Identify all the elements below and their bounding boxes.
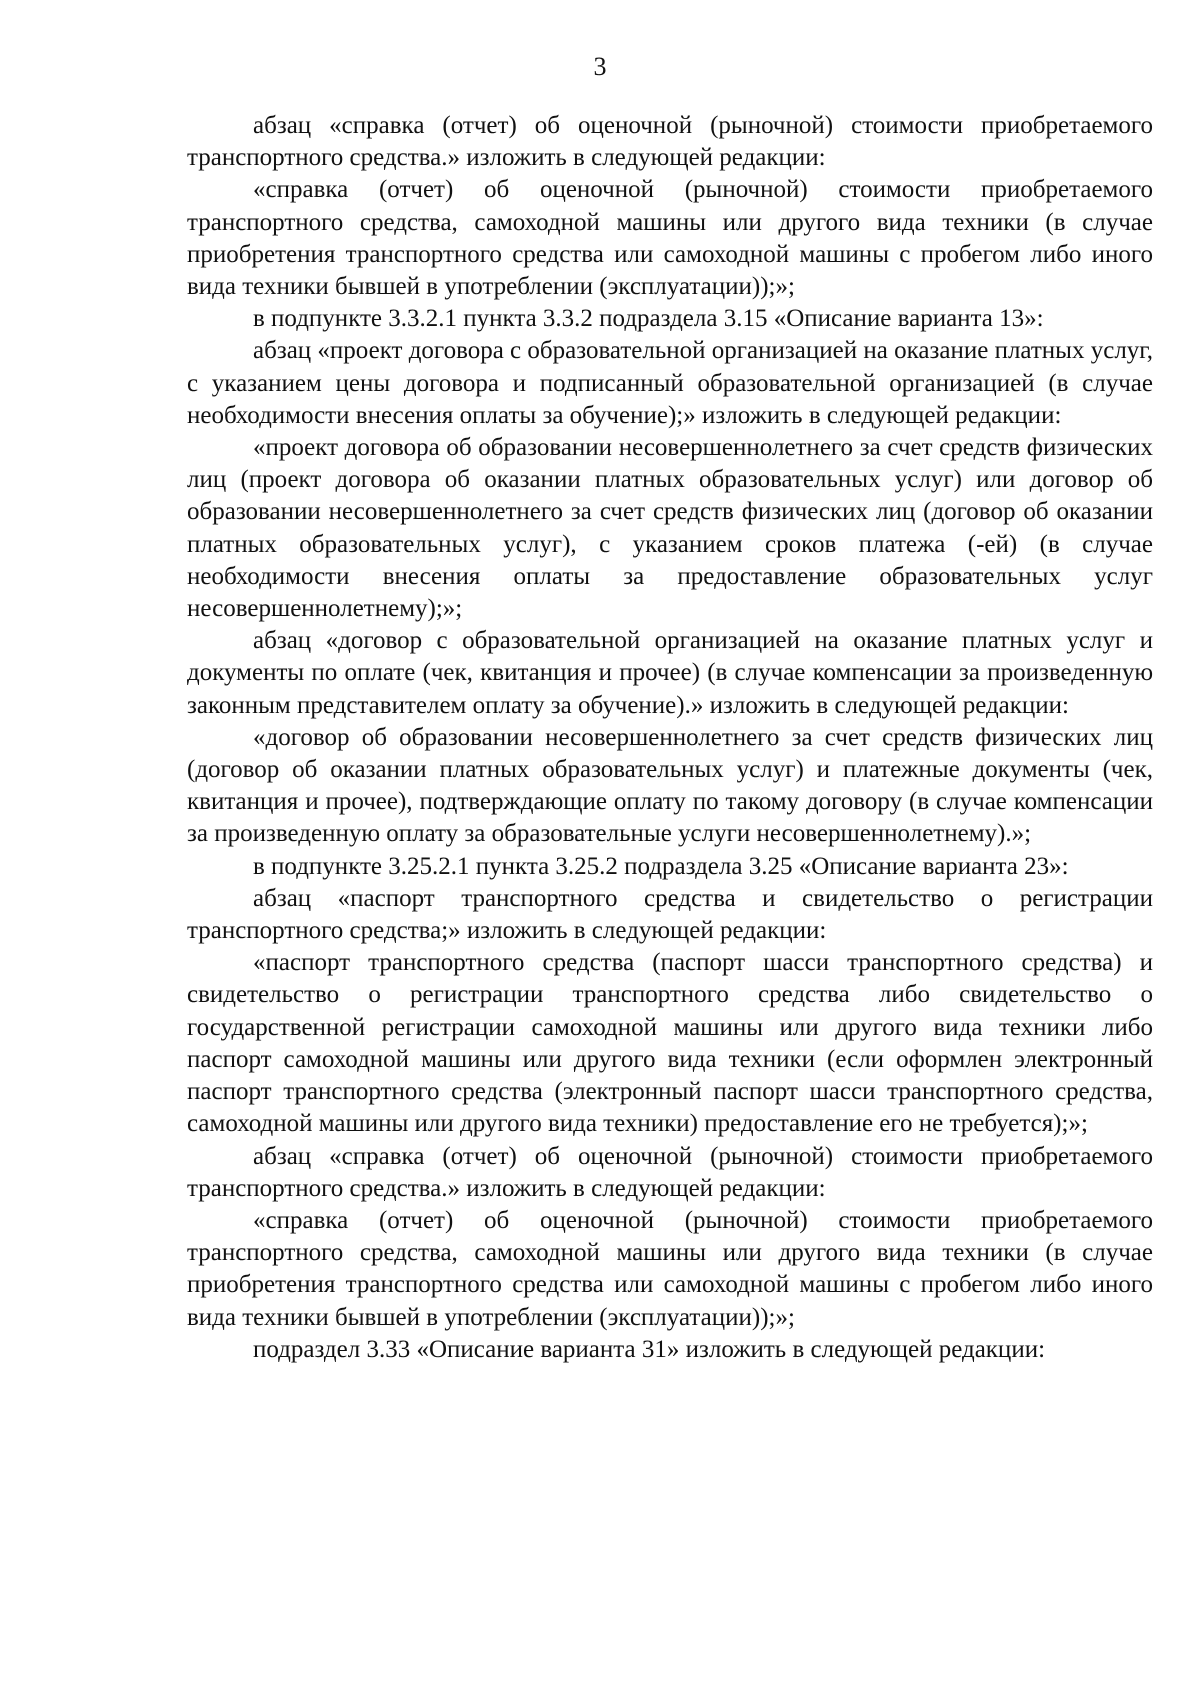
paragraph: абзац «паспорт транспортного средства и свидетельство о регистрации транспортного средства;» изложить в следующей редакции: <box>187 884 1153 945</box>
paragraph: в подпункте 3.25.2.1 пункта 3.25.2 подраздела 3.25 «Описание варианта 23»: <box>253 852 1069 880</box>
paragraph: «паспорт транспортного средства (паспорт шасси транспортного средства) и свидетельство о регистрации транспортного средства либо свидетельство о государственной регистрации самоходной машины или другого вида техники либо паспорт самоходной машины или другого вида техники (если оформлен электронный паспорт транспортного средства (электронный паспорт шасси транспортного средства, самоходной машины или другого вида техники) предоставление его не требуется);»; <box>187 949 1153 1138</box>
document-body <box>187 110 1153 1366</box>
paragraph: «справка (отчет) об оценочной (рыночной) стоимости приобретаемого транспортного средства, самоходной машины или другого вида техники (в случае приобретения транспортного средства или самоходной машины с пробегом либо иного вида техники бывшей в употреблении (эксплуатации));»; <box>187 1206 1153 1331</box>
paragraph: в подпункте 3.3.2.1 пункта 3.3.2 подраздела 3.15 «Описание варианта 13»: <box>253 305 1044 333</box>
paragraph: абзац «справка (отчет) об оценочной (рыночной) стоимости приобретаемого транспортного средства.» изложить в следующей редакции: <box>187 1142 1153 1202</box>
paragraph: подраздел 3.33 «Описание варианта 31» изложить в следующей редакции: <box>253 1335 1046 1363</box>
paragraph: «договор об образовании несовершеннолетнего за счет средств физических лиц (договор об оказании платных образовательных услуг) и платежные документы (чек, квитанция и прочее), подтверждающие оплату по такому договору (в случае компенсации за произведенную оплату за образовательные услуги несовершеннолетнему).»; <box>187 723 1153 848</box>
page-number: 3 <box>593 52 607 81</box>
paragraph: абзац «договор с образовательной организацией на оказание платных услуг и документы по оплате (чек, квитанция и прочее) (в случае компенсации за произведенную законным представителем оплату за обучение).» изложить в следующей редакции: <box>187 627 1153 719</box>
paragraph: абзац «проект договора с образовательной организацией на оказание платных услуг, с указанием цены договора и подписанный образовательной организацией (в случае необходимости внесения оплаты за обучение);» изложить в следующей редакции: <box>187 337 1153 429</box>
paragraph: абзац «справка (отчет) об оценочной (рыночной) стоимости приобретаемого транспортного средства.» изложить в следующей редакции: <box>187 112 1153 172</box>
paragraph: «проект договора об образовании несовершеннолетнего за счет средств физических лиц (проект договора об оказании платных образовательных услуг) или договор об образовании несовершеннолетнего за счет средств физических лиц (договор об оказании платных образовательных услуг), с указанием сроков платежа (-ей) (в случае необходимости внесения оплаты за предоставление образовательных услуг несовершеннолетнему);»; <box>187 434 1153 623</box>
paragraph: «справка (отчет) об оценочной (рыночной) стоимости приобретаемого транспортного средства, самоходной машины или другого вида техники (в случае приобретения транспортного средства или самоходной машины с пробегом либо иного вида техники бывшей в употреблении (эксплуатации));»; <box>187 176 1153 301</box>
